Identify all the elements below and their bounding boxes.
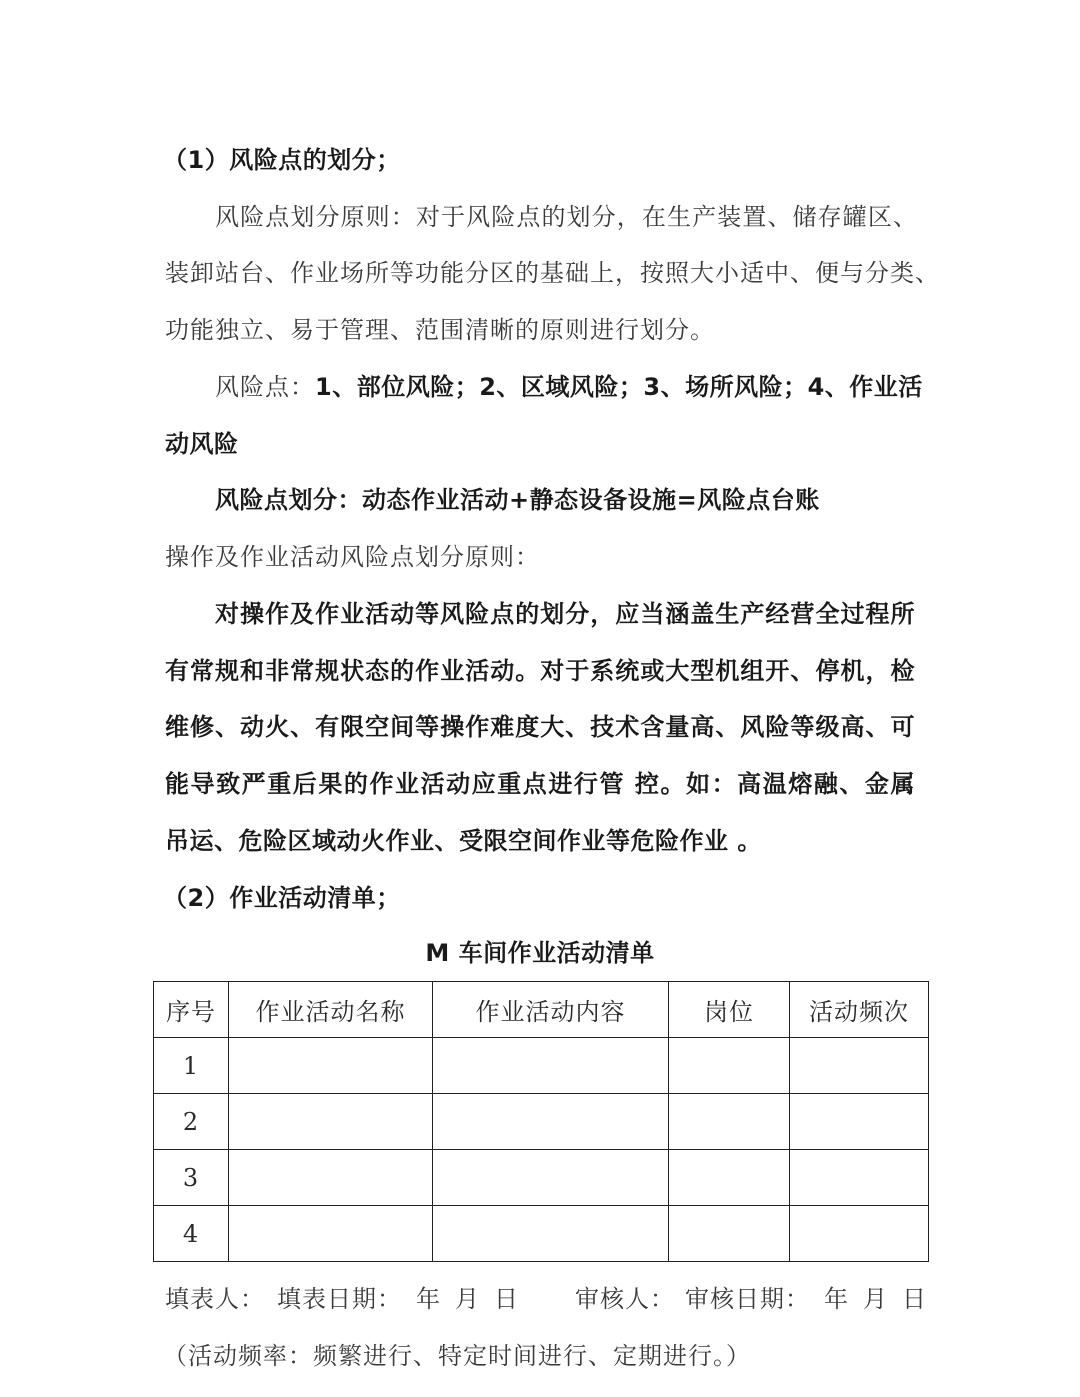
cell-activity-content [433,1206,669,1262]
fill-date-day: 日 [494,1285,519,1313]
cell-post [669,1150,790,1206]
cell-index: 2 [154,1094,229,1150]
section1-heading: （1）风险点的划分； [163,146,401,174]
section2-heading: （2）作业活动清单； [163,884,401,912]
filler-label: 填表人： [165,1285,265,1313]
signoff-line [165,1283,927,1315]
operation-line-3: 维修、动火、有限空间等操作难度大、技术含量高、风险等级高、可 [165,713,915,741]
operation-line-1: 对操作及作业活动等风险点的划分，应当涵盖生产经营全过程所 [215,600,915,628]
cell-post [669,1038,790,1094]
cell-index: 4 [154,1206,229,1262]
table-title: M 车间作业活动清单 [425,939,655,967]
cell-index: 1 [154,1038,229,1094]
principle-line-2: 装卸站台、作业场所等功能分区的基础上，按照大小适中、便与分类、 [165,259,940,287]
operation-line-4: 能导致严重后果的作业活动应重点进行管 控。如：高温熔融、金属 [165,770,915,798]
fill-date-month: 月 [455,1285,480,1313]
review-date-month: 月 [863,1285,888,1313]
cell-index: 3 [154,1150,229,1206]
cell-activity-name [229,1150,433,1206]
review-date-year: 年 [824,1285,849,1313]
header-frequency: 活动频次 [790,982,929,1038]
table-row [154,1150,929,1206]
cell-activity-content [433,1094,669,1150]
cell-frequency [790,1206,929,1262]
header-activity-name: 作业活动名称 [229,982,433,1038]
cell-frequency [790,1038,929,1094]
fill-date-year: 年 [416,1285,441,1313]
risk-points-line-2: 动风险 [165,430,239,458]
table-header-row [154,982,929,1038]
cell-frequency [790,1094,929,1150]
risk-points-line [215,371,923,403]
operation-line-5: 吊运、危险区域动火作业、受限空间作业等危险作业 。 [165,827,762,855]
activity-table [153,981,929,1262]
reviewer-label: 审核人： [575,1285,675,1313]
cell-post [669,1206,790,1262]
operation-line-2: 有常规和非常规状态的作业活动。对于系统或大型机组开、停机，检 [165,657,915,685]
review-date-day: 日 [902,1285,927,1313]
table-row [154,1038,929,1094]
cell-activity-name [229,1094,433,1150]
header-post: 岗位 [669,982,790,1038]
principle-line-1: 风险点划分原则：对于风险点的划分，在生产装置、储存罐区、 [215,203,918,231]
cell-activity-name [229,1206,433,1262]
cell-activity-content [433,1038,669,1094]
risk-points-list: 1、部位风险；2、区域风险；3、场所风险；4、作业活 [315,373,923,401]
frequency-note: （活动频率：频繁进行、特定时间进行、定期进行。） [163,1342,751,1370]
division-formula: 风险点划分：动态作业活动+静态设备设施=风险点台账 [215,486,820,514]
header-index: 序号 [154,982,229,1038]
principle-line-3: 功能独立、易于管理、范围清晰的原则进行划分。 [165,316,715,344]
table-row [154,1094,929,1150]
cell-activity-content [433,1150,669,1206]
operation-principle-title: 操作及作业活动风险点划分原则： [165,543,540,571]
cell-frequency [790,1150,929,1206]
fill-date-label: 填表日期： [277,1285,402,1313]
cell-post [669,1094,790,1150]
table-row [154,1206,929,1262]
review-date-label: 审核日期： [685,1285,810,1313]
cell-activity-name [229,1038,433,1094]
risk-points-label: 风险点： [215,373,315,401]
header-activity-content: 作业活动内容 [433,982,669,1038]
